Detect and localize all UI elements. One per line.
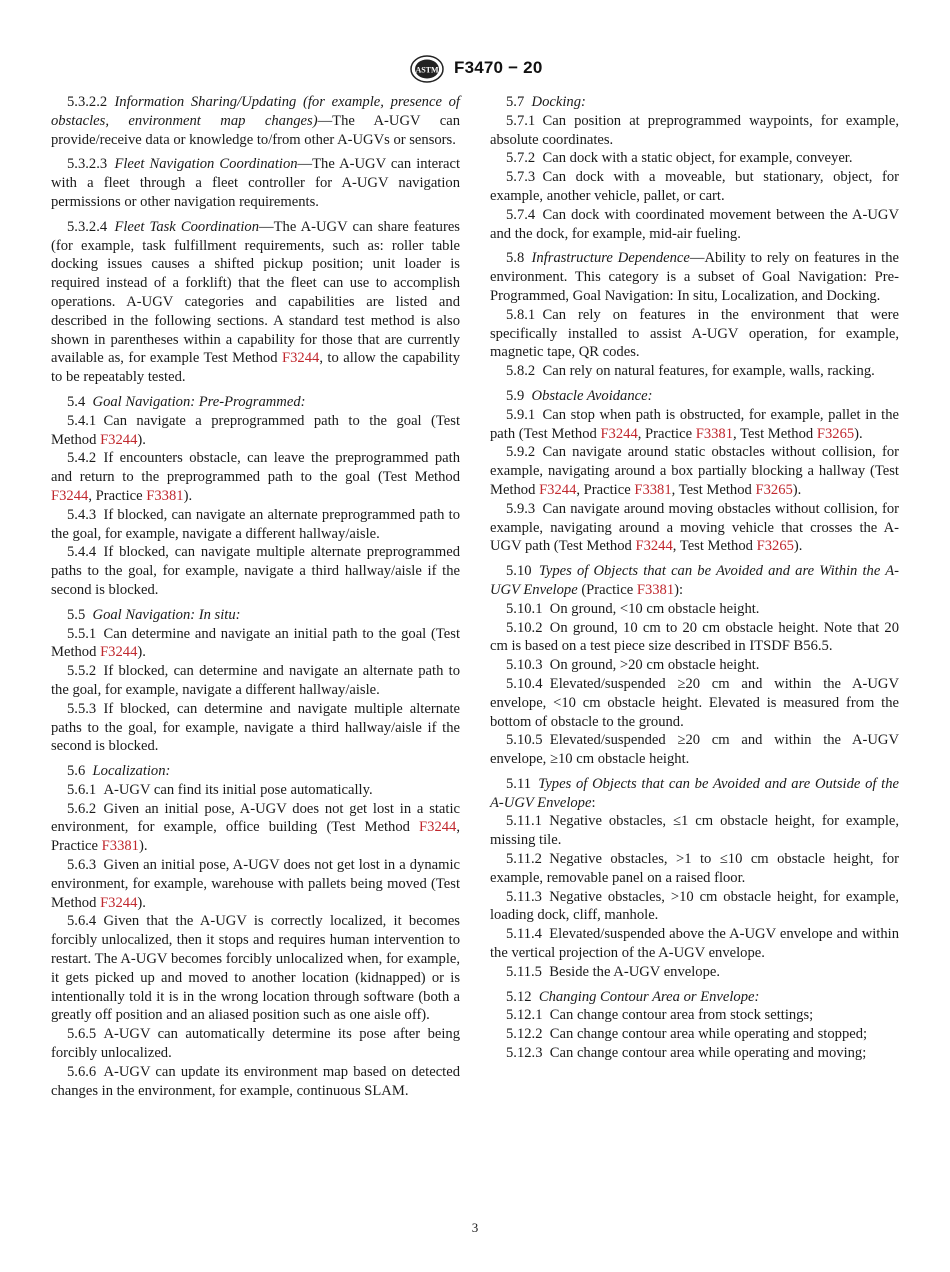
section-text: On ground, <10 cm obstacle height. bbox=[549, 600, 760, 617]
section-number: 5.9.1 bbox=[506, 406, 536, 423]
section-5-10 bbox=[490, 562, 899, 600]
section-text: Can navigate around moving obstacles without collision, for example, navigating around a moving vehicle that crosses the A-UGV path (Test Method bbox=[490, 500, 899, 555]
section-number: 5.8 bbox=[506, 250, 525, 267]
section-title: Types of Objects that can be Avoided and are Within the A-UGV Envelope bbox=[490, 563, 899, 598]
section-5-11-4 bbox=[490, 925, 899, 963]
astm-logo-icon bbox=[409, 54, 445, 84]
left-column bbox=[51, 93, 460, 1100]
section-5-4-2 bbox=[51, 449, 460, 505]
section-number: 5.6.4 bbox=[67, 913, 97, 930]
section-text: Can determine and navigate an initial path to the goal (Test Method bbox=[51, 625, 460, 661]
section-5-6-4 bbox=[51, 912, 460, 1025]
section-number: 5.5.2 bbox=[67, 663, 97, 680]
section-text: Can dock with coordinated movement between the A-UGV and the dock, for example, mid-air fueling. bbox=[490, 206, 899, 242]
section-number: 5.4.2 bbox=[67, 450, 97, 467]
section-5-4-3 bbox=[51, 506, 460, 544]
section-title: Fleet Task Coordination bbox=[114, 218, 260, 235]
section-number: 5.5.1 bbox=[67, 625, 97, 642]
section-5-4-1 bbox=[51, 412, 460, 450]
section-number: 5.11.3 bbox=[506, 888, 542, 905]
section-5-7-2 bbox=[490, 149, 899, 168]
section-number: 5.4.3 bbox=[67, 506, 97, 523]
section-text: Given an initial pose, A-UGV does not get lost in a dynamic environment, for example, warehouse with pallets being moved (Test Method bbox=[51, 857, 460, 911]
section-number: 5.12 bbox=[506, 988, 532, 1005]
section-number: 5.7.2 bbox=[506, 150, 536, 167]
section-5-9-2 bbox=[490, 443, 899, 499]
section-5-5-2 bbox=[51, 662, 460, 700]
section-title: Fleet Navigation Coordination bbox=[114, 156, 298, 173]
section-5-6-6 bbox=[51, 1063, 460, 1101]
standard-reference-link[interactable]: F3265 bbox=[755, 481, 793, 498]
section-5-4 bbox=[51, 393, 460, 412]
standard-reference-link[interactable]: F3381 bbox=[636, 581, 675, 598]
section-text: , Test Method bbox=[671, 481, 756, 498]
section-text: Negative obstacles, >10 cm obstacle height, for example, loading dock, cliff, manhole. bbox=[490, 888, 899, 924]
section-text: Negative obstacles, ≤1 cm obstacle height, for example, missing tile. bbox=[490, 813, 899, 849]
section-text: Elevated/suspended above the A-UGV envelope and within the vertical projection of the A-UGV envelope. bbox=[490, 926, 899, 962]
section-text: (Practice bbox=[577, 581, 637, 598]
section-5-11-5 bbox=[490, 963, 899, 982]
section-5-6-1 bbox=[51, 781, 460, 800]
section-number: 5.7 bbox=[506, 94, 525, 110]
section-number: 5.11.1 bbox=[506, 813, 542, 830]
section-text: If blocked, can navigate an alternate preprogrammed path to the goal, for example, navigate a different hallway/aisle. bbox=[51, 506, 460, 542]
section-5-3-2-4 bbox=[51, 218, 460, 387]
section-number: 5.9.3 bbox=[506, 500, 536, 517]
section-number: 5.10.5 bbox=[506, 732, 543, 749]
section-text: , Test Method bbox=[733, 425, 817, 442]
section-number: 5.6 bbox=[67, 763, 86, 780]
standard-reference-link[interactable]: F3244 bbox=[100, 894, 138, 911]
section-text: The A-UGV can interact with a fleet through a fleet controller for A-UGV navigation permissions or other navigation requirements. bbox=[51, 156, 461, 210]
section-text: Can dock with a moveable, but stationary, object, for example, another vehicle, pallet, or cart. bbox=[490, 169, 899, 204]
standard-reference-link[interactable]: F3381 bbox=[101, 838, 139, 855]
section-number: 5.6.2 bbox=[67, 800, 97, 817]
section-5-6-2 bbox=[51, 800, 460, 856]
section-number: 5.6.5 bbox=[67, 1026, 97, 1043]
right-column bbox=[490, 93, 899, 1063]
section-5-5-1 bbox=[51, 625, 460, 663]
section-5-10-5 bbox=[490, 731, 899, 769]
section-number: 5.3.2.3 bbox=[67, 156, 108, 173]
section-text: , Practice bbox=[637, 425, 696, 442]
standard-reference-link[interactable]: F3244 bbox=[51, 487, 89, 504]
section-text: , to allow the capability to be repeatably tested. bbox=[51, 350, 460, 386]
section-text: Elevated/suspended ≥20 cm and within the A-UGV envelope, ≥10 cm obstacle height. bbox=[490, 732, 899, 768]
section-number: 5.11 bbox=[506, 775, 531, 792]
section-text: Given an initial pose, A-UGV does not get lost in a static environment, for example, office building (Test Method bbox=[51, 800, 460, 836]
em-dash: — bbox=[297, 156, 313, 173]
standard-reference-link[interactable]: F3265 bbox=[816, 425, 855, 442]
section-number: 5.7.3 bbox=[506, 169, 536, 186]
section-5-11-3 bbox=[490, 888, 899, 926]
section-number: 5.9 bbox=[506, 387, 525, 404]
section-5-5 bbox=[51, 606, 460, 625]
section-title: Obstacle Avoidance: bbox=[531, 387, 653, 404]
section-5-12-1 bbox=[490, 1006, 899, 1025]
section-text: The A-UGV can provide/receive data or knowledge to/from other A-UGVs or sensors. bbox=[51, 112, 460, 148]
section-text: Can rely on natural features, for example, walls, racking. bbox=[542, 363, 875, 380]
em-dash: — bbox=[689, 250, 705, 267]
section-text: Can rely on features in the environment that were specifically installed to assist A-UGV operation, for example, magnetic tape, QR codes. bbox=[490, 306, 899, 361]
section-5-7-3 bbox=[490, 168, 899, 206]
section-text: Beside the A-UGV envelope. bbox=[549, 963, 721, 980]
section-5-5-3 bbox=[51, 700, 460, 756]
section-number: 5.6.6 bbox=[67, 1063, 97, 1080]
svg-text:ASTM: ASTM bbox=[415, 65, 439, 75]
section-title: Types of Objects that can be Avoided and are Outside of the A-UGV Envelope bbox=[490, 775, 899, 811]
section-text: , Practice bbox=[88, 487, 147, 504]
section-number: 5.11.5 bbox=[506, 963, 542, 980]
section-5-6-5 bbox=[51, 1025, 460, 1063]
section-text: ). bbox=[138, 838, 148, 855]
document-designation: F3470 − 20 bbox=[454, 58, 543, 77]
section-number: 5.6.1 bbox=[67, 781, 97, 798]
section-text: ). bbox=[793, 538, 803, 555]
section-text: Can navigate around static obstacles without collision, for example, navigating around a box partially blocking a hallway (Test Method bbox=[490, 444, 899, 498]
section-5-9-3 bbox=[490, 500, 899, 556]
standard-reference-link[interactable]: F3244 bbox=[100, 431, 138, 448]
section-text: : bbox=[591, 794, 596, 811]
section-text: Can change contour area from stock settings; bbox=[549, 1007, 814, 1024]
section-text: Can change contour area while operating and moving; bbox=[549, 1045, 867, 1062]
section-text: Negative obstacles, >1 to ≤10 cm obstacle height, for example, removable panel on a raised floor. bbox=[490, 851, 899, 886]
section-5-8-2 bbox=[490, 362, 899, 381]
section-number: 5.5.3 bbox=[67, 700, 97, 717]
section-number: 5.12.1 bbox=[506, 1007, 543, 1024]
standard-reference-link[interactable]: F3381 bbox=[146, 487, 184, 504]
section-number: 5.3.2.4 bbox=[67, 218, 108, 235]
section-5-12-2 bbox=[490, 1025, 899, 1044]
section-5-6-3 bbox=[51, 856, 460, 912]
section-number: 5.3.2.2 bbox=[67, 94, 108, 110]
section-number: 5.9.2 bbox=[506, 444, 536, 461]
section-number: 5.4.4 bbox=[67, 544, 97, 561]
section-5-4-4 bbox=[51, 543, 460, 599]
section-5-9 bbox=[490, 387, 899, 406]
section-number: 5.5 bbox=[67, 606, 86, 623]
standard-reference-link[interactable]: F3381 bbox=[695, 425, 734, 442]
section-text: On ground, >20 cm obstacle height. bbox=[549, 657, 760, 674]
section-text: ): bbox=[674, 581, 684, 598]
section-number: 5.8.2 bbox=[506, 363, 536, 380]
section-number: 5.10.2 bbox=[506, 619, 543, 636]
standard-reference-link[interactable]: F3244 bbox=[419, 819, 457, 836]
section-text: ). bbox=[137, 644, 146, 661]
section-text: , Test Method bbox=[672, 538, 757, 555]
section-5-3-2-2 bbox=[51, 93, 460, 149]
page-header bbox=[0, 54, 950, 84]
section-title: Goal Navigation: Pre-Programmed: bbox=[92, 393, 306, 410]
page-number: 3 bbox=[471, 1220, 479, 1235]
section-number: 5.10.4 bbox=[506, 675, 543, 692]
section-title: Infrastructure Dependence bbox=[531, 250, 690, 267]
section-number: 5.10 bbox=[506, 563, 532, 580]
section-5-11 bbox=[490, 775, 899, 813]
standard-reference-link[interactable]: F3381 bbox=[634, 481, 672, 498]
em-dash: — bbox=[259, 218, 274, 235]
section-text: A-UGV can find its initial pose automatically. bbox=[103, 781, 373, 798]
section-text: Can position at preprogrammed waypoints, for example, absolute coordinates. bbox=[490, 112, 899, 148]
section-text: Ability to rely on features in the environment. This category is a subset of Goal Navigation: Pre-Programmed, Goal Navigation: In situ, Localization, and Docking. bbox=[490, 250, 899, 304]
section-text: A-UGV can automatically determine its pose after being forcibly unlocalized. bbox=[51, 1026, 460, 1062]
standard-reference-link[interactable]: F3244 bbox=[600, 425, 638, 442]
section-text: , Practice bbox=[576, 481, 635, 498]
section-text: Given that the A-UGV is correctly localized, it becomes forcibly unlocalized, then it stops and requires human intervention to restart. The A-UGV becomes forcibly unlocalized when, for example, it gets picked up and moved to another location (kidnapped) or is intentionally told it is in the wrong location through software (both a greatly off position and an aliased position such as one aisle off). bbox=[51, 913, 460, 1024]
section-5-3-2-3 bbox=[51, 155, 460, 211]
section-text: ). bbox=[854, 425, 863, 442]
section-text: ). bbox=[792, 481, 802, 498]
section-5-10-4 bbox=[490, 675, 899, 731]
section-text: If blocked, can determine and navigate an alternate path to the goal, for example, navigate a different hallway/aisle. bbox=[51, 663, 460, 698]
section-text: ). bbox=[137, 894, 146, 911]
section-number: 5.10.3 bbox=[506, 657, 543, 674]
section-text: Can dock with a static object, for example, conveyer. bbox=[542, 150, 853, 167]
standard-reference-link[interactable]: F3244 bbox=[635, 538, 673, 555]
section-title: Localization: bbox=[92, 763, 171, 780]
section-5-11-2 bbox=[490, 850, 899, 888]
section-text: , Practice bbox=[51, 819, 460, 855]
section-5-12-3 bbox=[490, 1044, 899, 1063]
section-5-6 bbox=[51, 762, 460, 781]
standard-reference-link[interactable]: F3244 bbox=[282, 350, 320, 367]
section-number: 5.12.3 bbox=[506, 1045, 543, 1062]
section-text: If blocked, can navigate multiple alternate preprogrammed paths to the goal, for example, navigate a third hallway/aisle if the second is blocked. bbox=[51, 544, 460, 598]
section-number: 5.7.4 bbox=[506, 206, 536, 223]
section-5-7 bbox=[490, 93, 899, 112]
section-text: ). bbox=[137, 431, 146, 448]
section-text: On ground, 10 cm to 20 cm obstacle height. Note that 20 cm is based on a test piece size described in ITSDF B56.5. bbox=[490, 619, 899, 655]
section-number: 5.10.1 bbox=[506, 600, 543, 617]
section-5-8 bbox=[490, 249, 899, 305]
section-title: Docking: bbox=[531, 94, 586, 110]
section-5-7-1 bbox=[490, 112, 899, 150]
section-5-7-4 bbox=[490, 206, 899, 244]
section-5-8-1 bbox=[490, 306, 899, 362]
standard-reference-link[interactable]: F3265 bbox=[756, 538, 794, 555]
section-text: Elevated/suspended ≥20 cm and within the A-UGV envelope, <10 cm obstacle height. Elevated is measured from the bottom of obstacle to the ground. bbox=[490, 675, 899, 730]
standard-reference-link[interactable]: F3244 bbox=[100, 644, 138, 661]
section-text: The A-UGV can share features (for example, task fulfillment requirements, such as: roller table docking issues causes a shifted pickup position; unit loader is required instead of a forklift) that the fleet can use to accomplish operations. A-UGV categories and capabilities are listed and described in the following sections. A standard test method is also shown in parentheses within a capability for those that are currently available as, for example Test Method bbox=[51, 218, 460, 367]
section-5-10-3 bbox=[490, 656, 899, 675]
section-text: ). bbox=[183, 487, 193, 504]
section-number: 5.11.4 bbox=[506, 926, 542, 943]
section-number: 5.7.1 bbox=[506, 112, 536, 129]
section-number: 5.4.1 bbox=[67, 412, 97, 429]
section-text: Can change contour area while operating and stopped; bbox=[549, 1026, 868, 1043]
section-text: If blocked, can determine and navigate multiple alternate paths to the goal, for example, navigate a third hallway/aisle if the second is blocked. bbox=[51, 700, 460, 755]
section-number: 5.8.1 bbox=[506, 306, 536, 323]
section-5-10-1 bbox=[490, 600, 899, 619]
section-number: 5.4 bbox=[67, 393, 86, 410]
section-5-11-1 bbox=[490, 812, 899, 850]
section-title: Information Sharing/Updating (for example, presence of obstacles, environment map changes) bbox=[51, 94, 460, 129]
section-number: 5.11.2 bbox=[506, 851, 542, 868]
section-number: 5.12.2 bbox=[506, 1026, 543, 1043]
section-title: Changing Contour Area or Envelope: bbox=[538, 988, 760, 1005]
section-text: If encounters obstacle, can leave the preprogrammed path and return to the preprogrammed path to the goal (Test Method bbox=[51, 450, 460, 486]
section-5-9-1 bbox=[490, 406, 899, 444]
em-dash: — bbox=[317, 112, 333, 129]
section-5-10-2 bbox=[490, 619, 899, 657]
section-text: Can stop when path is obstructed, for example, pallet in the path (Test Method bbox=[490, 406, 899, 442]
section-text: A-UGV can update its environment map based on detected changes in the environment, for example, continuous SLAM. bbox=[51, 1063, 460, 1099]
standard-reference-link[interactable]: F3244 bbox=[539, 481, 577, 498]
section-text: Can navigate a preprogrammed path to the goal (Test Method bbox=[51, 412, 460, 448]
section-title: Goal Navigation: In situ: bbox=[92, 606, 241, 623]
section-5-12 bbox=[490, 988, 899, 1007]
section-number: 5.6.3 bbox=[67, 857, 97, 874]
